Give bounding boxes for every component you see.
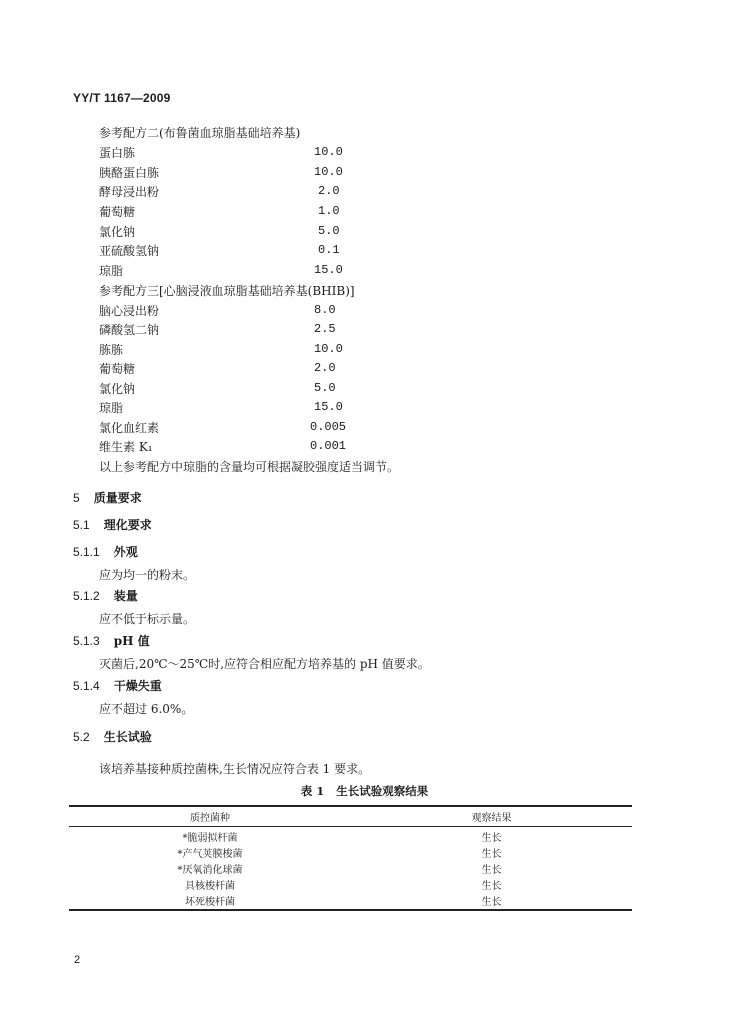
table-cell: 生长 [481, 849, 502, 860]
document-id-header: YY/T 1167—2009 [73, 91, 171, 105]
section-number: 5 [73, 491, 80, 505]
section-title: pH 值 [113, 634, 150, 648]
formula3-item-name: 胨胨 [99, 343, 124, 357]
table-header-cell: 质控菌种 [190, 813, 230, 824]
formula2-item-value: 2.0 [318, 184, 340, 198]
section-5-1-2-heading [73, 587, 138, 604]
formula2-item-name: 葡萄糖 [99, 205, 136, 219]
table-top-rule [69, 805, 632, 807]
section-5-1-3-heading [73, 632, 150, 649]
formula2-item-value: 15.0 [314, 263, 343, 277]
formula2-item-value: 1.0 [318, 204, 340, 218]
table-title: 生长试验观察结果 [336, 784, 429, 798]
table-header-rule [69, 826, 632, 827]
table-cell: *脆弱拟杆菌 [182, 833, 238, 844]
formula3-item-name: 琼脂 [99, 401, 124, 415]
formula2-item-name: 亚硫酸氢钠 [99, 244, 160, 258]
table-header-cell: 观察结果 [471, 813, 512, 824]
table-bottom-rule [69, 909, 632, 911]
table-cell: *产气荚膜梭菌 [177, 849, 243, 860]
formula2-item-name: 酵母浸出粉 [99, 185, 160, 199]
formula3-item-value: 10.0 [314, 342, 343, 356]
section-number: 5.1.1 [73, 545, 100, 559]
section-5-heading [73, 489, 142, 506]
table-cell: 生长 [481, 833, 502, 844]
section-title: 外观 [113, 545, 138, 559]
formula2-item-name: 氯化钠 [99, 225, 136, 239]
section-5-1-1-heading [73, 543, 138, 560]
table-cell: 具核梭杆菌 [185, 881, 235, 892]
formula2-item-value: 10.0 [314, 145, 343, 159]
section-title: 质量要求 [93, 491, 142, 505]
formula3-item-value: 2.0 [314, 361, 336, 375]
section-number: 5.1.2 [73, 589, 100, 603]
section-number: 5.1 [73, 518, 90, 532]
page-number: 2 [74, 954, 81, 966]
formula3-item-value: 8.0 [314, 303, 336, 317]
section-title: 干燥失重 [113, 679, 162, 693]
formula2-item-value: 5.0 [318, 224, 340, 238]
section-5-1-4-body: 应不超过 6.0%。 [99, 702, 194, 716]
formula-note: 以上参考配方中琼脂的含量均可根据凝胶强度适当调节。 [99, 460, 400, 474]
section-title: 装量 [113, 589, 138, 603]
formula3-item-name: 氯化钠 [99, 382, 136, 396]
section-5-2-body: 该培养基接种质控菌株,生长情况应符合表 1 要求。 [99, 762, 371, 776]
section-number: 5.2 [73, 730, 90, 744]
formula2-title: 参考配方二(布鲁菌血琼脂基础培养基) [99, 126, 301, 140]
formula3-item-name: 磷酸氢二钠 [99, 323, 160, 337]
formula2-item-value: 0.1 [318, 243, 340, 257]
table-1-caption [0, 783, 729, 799]
section-5-1-4-heading [73, 677, 162, 694]
formula2-item-name: 蛋白胨 [99, 146, 136, 160]
section-5-1-3-body: 灭菌后,20℃～25℃时,应符合相应配方培养基的 pH 值要求。 [99, 657, 430, 671]
table-cell: *厌氧消化球菌 [177, 865, 243, 876]
formula3-item-name: 氯化血红素 [99, 421, 160, 435]
table-cell: 生长 [481, 881, 502, 892]
formula3-item-name: 维生素 K₁ [99, 440, 153, 454]
formula3-item-value: 0.005 [310, 420, 347, 434]
table-cell: 坏死梭杆菌 [185, 897, 235, 908]
formula3-item-value: 5.0 [314, 381, 336, 395]
formula3-item-value: 15.0 [314, 400, 343, 414]
section-5-1-1-body: 应为均一的粉末。 [99, 568, 196, 582]
section-5-1-heading [73, 516, 152, 533]
formula3-item-value: 2.5 [314, 322, 336, 336]
formula3-item-name: 脑心浸出粉 [99, 304, 160, 318]
formula2-item-value: 10.0 [314, 165, 343, 179]
section-title: 生长试验 [103, 730, 152, 744]
section-number: 5.1.4 [73, 679, 100, 693]
formula3-item-value: 0.001 [310, 439, 347, 453]
section-title: 理化要求 [103, 518, 152, 532]
section-5-1-2-body: 应不低于标示量。 [99, 612, 196, 626]
section-5-2-heading [73, 728, 152, 745]
table-label: 表 1 [300, 784, 325, 798]
formula2-item-name: 琼脂 [99, 264, 124, 278]
formula2-item-name: 胰酪蛋白胨 [99, 166, 160, 180]
formula3-item-name: 葡萄糖 [99, 362, 136, 376]
section-number: 5.1.3 [73, 634, 100, 648]
table-cell: 生长 [481, 865, 502, 876]
formula3-title: 参考配方三[心脑浸液血琼脂基础培养基(BHIB)] [99, 284, 355, 298]
table-cell: 生长 [481, 897, 502, 908]
